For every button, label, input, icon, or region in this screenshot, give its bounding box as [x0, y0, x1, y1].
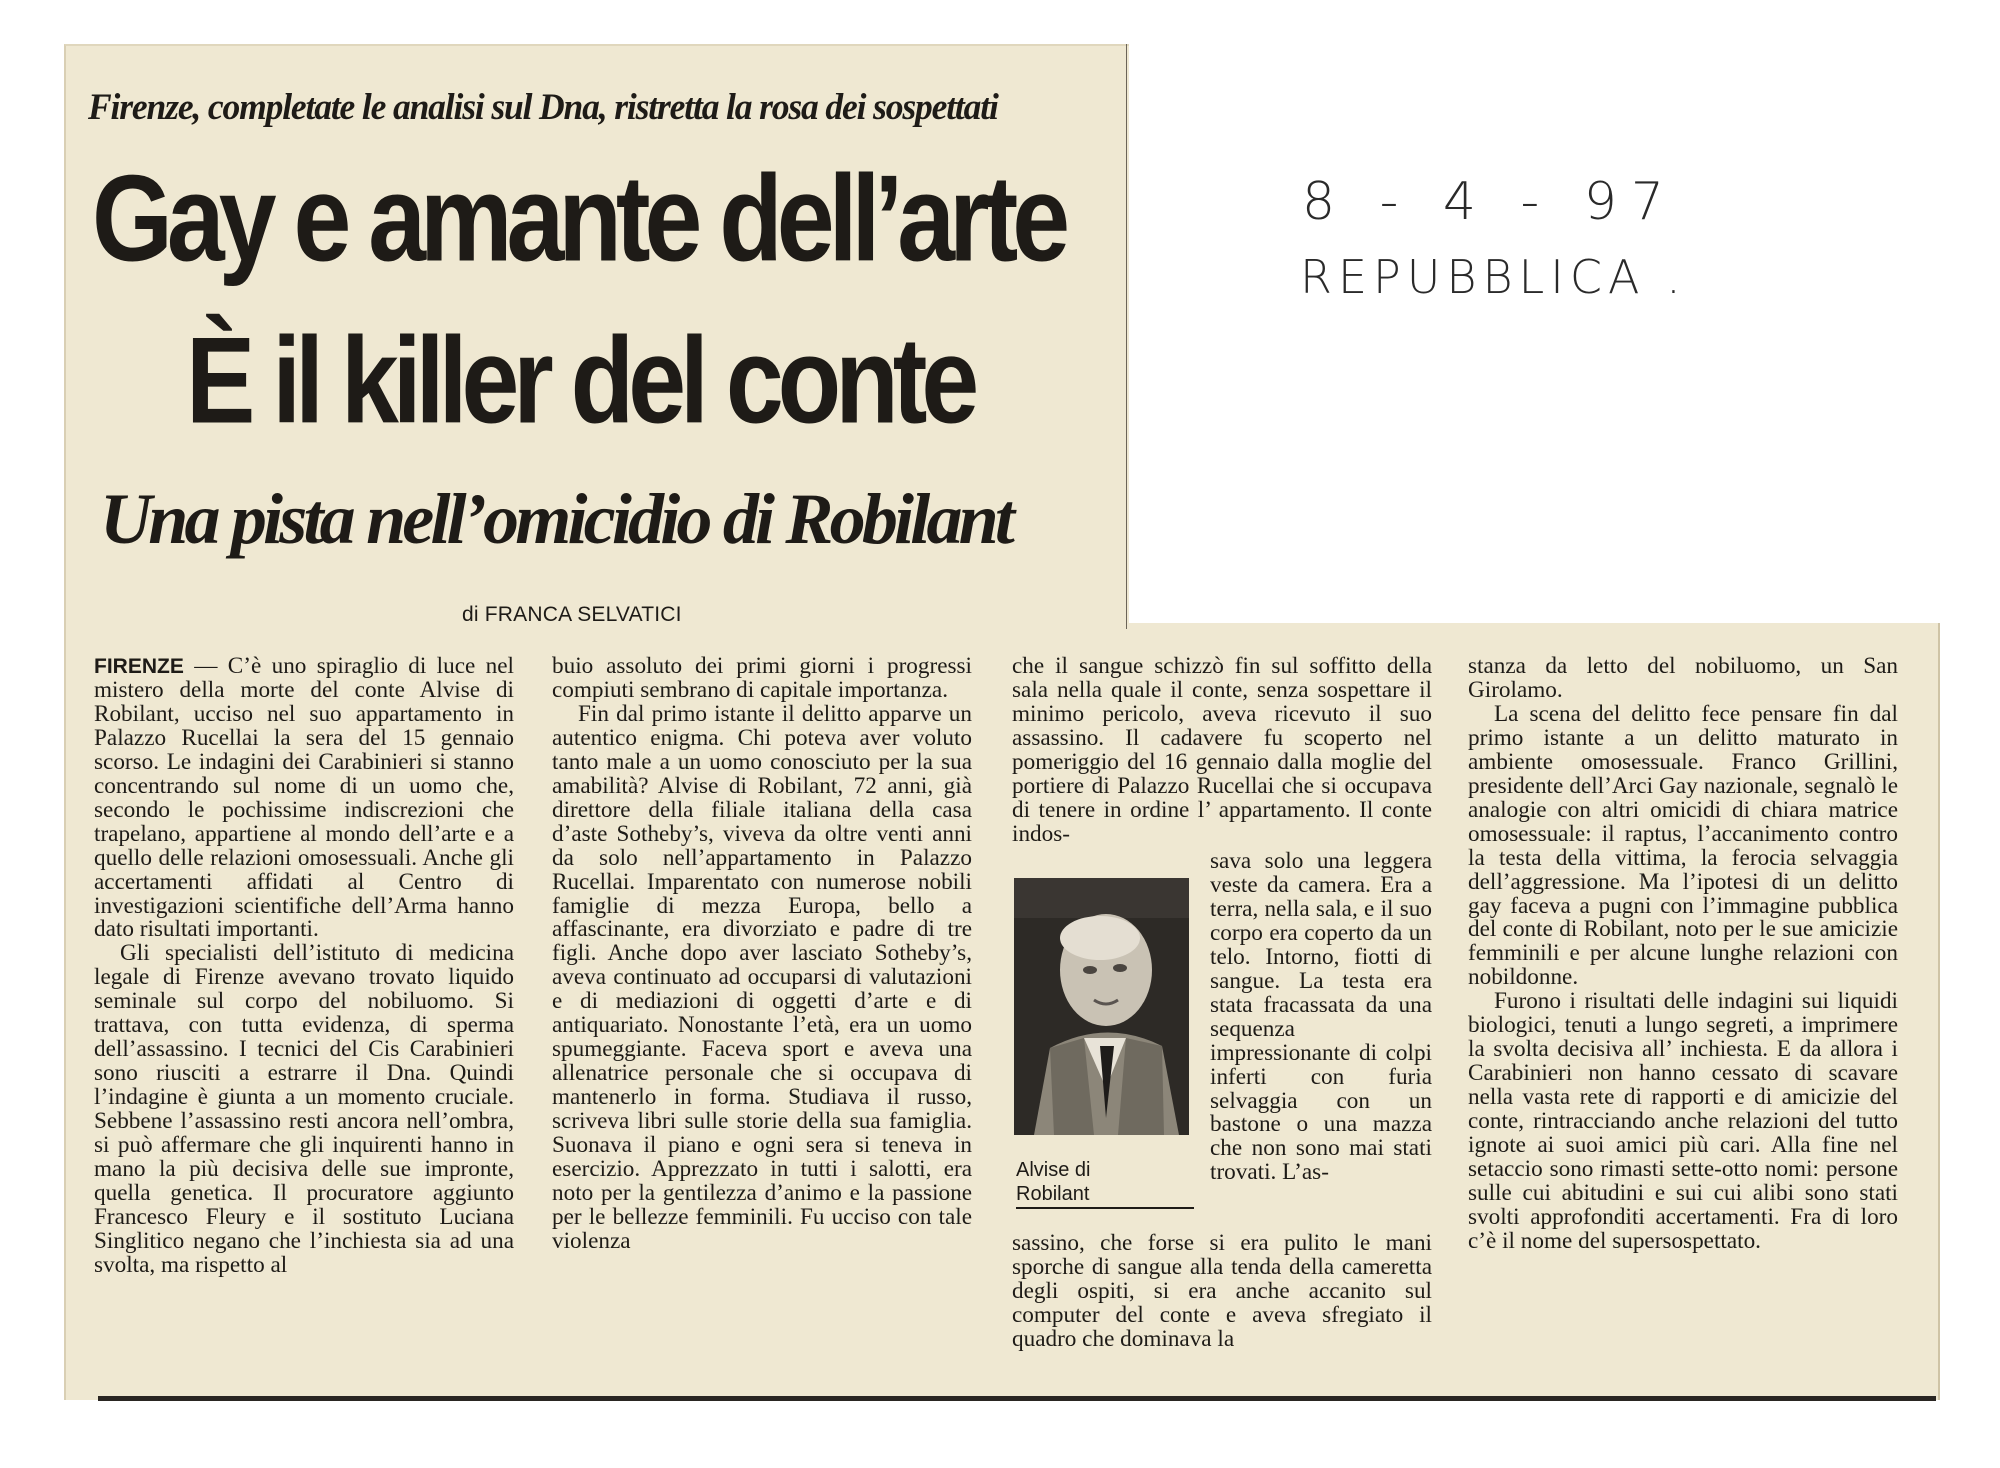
paragraph: La scena del delitto fece pensare fin dal primo istante a un delitto maturato in ambiente omosessuale. Franco Grillini, presidente dell’Arci Gay nazionale, segnalò le analogie con altri omicidi di chiara matrice omosessuale: il raptus, l’accanimento contro la testa della vittima, la ferocia selvaggia dell’aggressione. Ma l’ipotesi di un delitto gay faceva a pugni con l’immagine pubblica del conte di Robilant, noto per le sue amicizie femminili e per alcune lunghe relazioni con nobildonne. — [1468, 700, 1898, 991]
dateline: FIRENZE — [94, 655, 184, 678]
article-kicker: Firenze, completate le analisi sul Dna, ristretta la rosa dei sospettati — [88, 87, 998, 128]
article-column-1 — [94, 655, 514, 1278]
paragraph — [94, 655, 514, 942]
byline: di FRANCA SELVATICI — [462, 603, 682, 626]
paragraph: Gli specialisti dell’istituto di medicina legale di Firenze avevano trovato liquido seminale sul corpo del nobiluomo. Si trattava, con tutta evidenza, di sperma dell’assassino. I tecnici del Cis Carabinieri sono riusciti a estrarre il Dna. Quindi l’indagine è giunta a un momento cruciale. Sebbene l’assassino resti ancora nell’ombra, si può affermare che gli inquirenti hanno in mano la più decisiva delle sue impronte, quella genetica. Il procuratore aggiunto Francesco Fleury e il sostituto Luciana Singlitico negano che l’inchiesta sia ad una svolta, ma rispetto al — [94, 940, 514, 1278]
paragraph: stanza da letto del nobiluomo, un San Girolamo. — [1468, 653, 1898, 703]
article-column-2 — [552, 655, 972, 1254]
photo-caption: Alvise di Robilant — [1016, 1159, 1091, 1205]
paragraph-text: — C’è uno spiraglio di luce nel mistero della morte del conte Alvise di Robilant, ucciso nel suo appartamento in Palazzo Rucellai la sera del 15 gennaio scorso. Le indagini dei Carabinieri si stanno concentrando sul nome di un uomo che, secondo le pochissime indiscrezioni che trapelano, appartiene al mondo dell’arte e a quello delle relazioni omosessuali. Anche gli accertamenti affidati al Centro di investigazioni scientifiche dell’Arma hanno dato risultati importanti. — [94, 653, 514, 943]
headline-line-1: Gay e amante dell’arte — [92, 150, 1065, 288]
paragraph: Fin dal primo istante il delitto apparve un autentico enigma. Chi poteva aver voluto tanto male a un uomo conosciuto per la sua amabilità? Alvise di Robilant, 72 anni, già direttore della filiale italiana della casa d’aste Sotheby’s, viveva da oltre venti anni da solo nell’appartamento in Palazzo Rucellai. Imparentato con numerose nobili famiglie di mezza Europa, bello a affascinante, era divorziato e padre di tre figli. Anche dopo aver lasciato Sotheby’s, aveva continuato ad occuparsi di valutazioni e di mediazioni di oggetti d’arte e di antiquariato. Nonostante l’età, era un uomo spumeggiante. Faceva sport e aveva una allenatrice personale che si occupava di mantenerlo in forma. Studiava il russo, scriveva libri sulle storie della sua famiglia. Suonava il piano e ogni sera si teneva in esercizio. Apprezzato in tutti i salotti, era noto per la gentilezza d’animo e la passione per le bellezze femminili. Fu ucciso con tale violenza — [552, 700, 972, 1254]
caption-rule — [1016, 1207, 1194, 1209]
handwritten-source: REPUBBLICA . — [1300, 250, 1687, 304]
headline-line-2: È il killer del conte — [186, 312, 974, 450]
handwritten-date: 8 - 4 - 97 — [1302, 172, 1678, 232]
paragraph: che il sangue schizzò fin sul soffitto della sala nella quale il conte, senza sospettare il minimo pericolo, aveva ricevuto il suo assassino. Il cadavere fu scoperto nel pomeriggio del 16 gennaio dalla moglie del portiere di Palazzo Rucellai che si occupava di tenere in ordine l’ appartamento. Il conte indos- — [1012, 653, 1432, 847]
portrait-photo — [1014, 878, 1189, 1135]
article-column-3 — [1012, 655, 1432, 847]
paragraph: buio assoluto dei primi giorni i progressi compiuti sembrano di capitale importanza. — [552, 653, 972, 703]
paragraph: Furono i risultati delle indagini sui liquidi biologici, tenuti a lungo segreti, a imprimere la svolta decisiva all’ inchiesta. E da allora i Carabinieri non hanno cessato di scavare nella vasta rete di rapporti e di amicizie del conte, rintracciando anche relazioni del tutto ignote ai suoi amici più cari. Alla fine nel setaccio sono rimasti sette-otto nomi: persone sulle cui abitudini e sui cui alibi sono stati svolti approfonditi accertamenti. Fra di loro c’è il nome del supersospettato. — [1468, 988, 1898, 1254]
article-column-3-side: sava solo una leggera veste da camera. Era a terra, nella sala, e il suo corpo era coperto da un telo. Intorno, fiotti di sangue. La testa era stata fracassata da una sequenza impressionante di colpi inferti con furia selvaggia con un bastone o una mazza che non sono mai stati trovati. L’as- — [1210, 848, 1432, 1186]
subheadline: Una pista nell’omicidio di Robilant — [100, 479, 1012, 559]
article-column-3-bottom: sassino, che forse si era pulito le mani sporche di sangue alla tenda della cameretta degli ospiti, si era anche accanito sul computer del conte e aveva sfregiato il quadro che dominava la — [1012, 1230, 1432, 1352]
article-column-4 — [1468, 655, 1898, 1254]
portrait-image — [1014, 878, 1189, 1135]
bottom-rule — [98, 1396, 1936, 1401]
